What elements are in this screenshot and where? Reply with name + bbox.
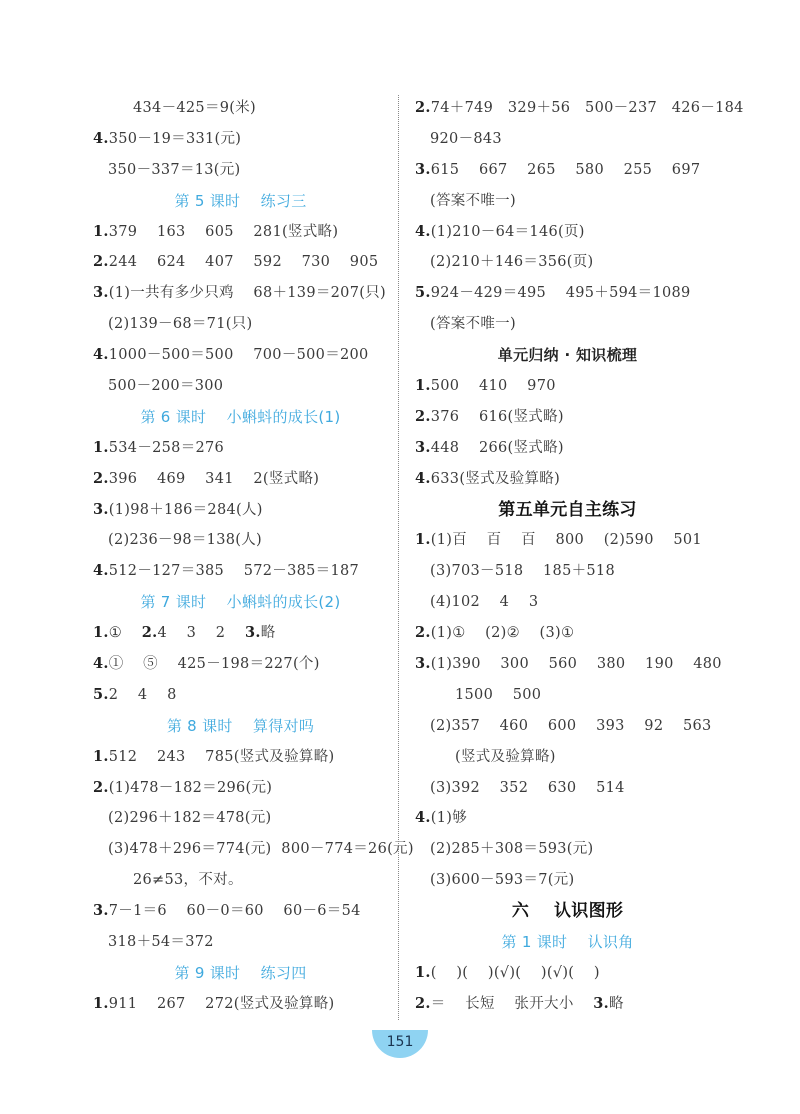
answer-text: ① ⑤ 425－198＝227(个) — [108, 656, 320, 673]
answer-continuation: (2)210＋146＝356(页) — [430, 254, 594, 271]
item-number: 2. — [415, 624, 431, 642]
answer-item — [93, 989, 388, 1020]
answer-item — [415, 278, 720, 309]
answer-text: (1)478－182＝296(元) — [108, 779, 273, 796]
item-number: 3. — [415, 160, 431, 178]
item-number: 4. — [415, 222, 431, 240]
answer-text: 512 243 785(竖式及验算略) — [108, 748, 335, 765]
answer-text: (1)百 百 百 800 (2)590 501 — [430, 532, 702, 549]
answer-item — [93, 495, 388, 526]
answer-item — [93, 124, 388, 155]
item-number: 1. — [93, 994, 109, 1012]
answer-continuation: (2)357 460 600 393 92 563 — [430, 717, 712, 734]
answer-item — [93, 247, 388, 278]
item-number: 1. — [415, 377, 431, 395]
answer-item — [415, 371, 720, 402]
item-number: 3. — [593, 994, 610, 1012]
answer-item — [93, 433, 388, 464]
answer-item — [415, 464, 720, 495]
answer-text: 74＋749 329＋56 500－237 426－184 — [430, 100, 744, 116]
page-number: 151 — [372, 1030, 428, 1058]
answer-item — [93, 618, 388, 649]
answer-text: (1)够 — [430, 810, 467, 827]
answer-continuation: (3)703－518 185＋518 — [430, 563, 615, 580]
answer-item — [93, 340, 388, 371]
answer-continuation: 920－843 — [430, 130, 502, 147]
item-number: 4. — [93, 129, 109, 147]
item-number: 3. — [415, 438, 431, 456]
answer-continuation: 434－425＝9(米) — [133, 100, 256, 116]
answer-item — [415, 217, 720, 248]
answer-item — [93, 556, 388, 587]
item-number: 3. — [93, 500, 109, 518]
answer-continuation: 318＋54＝372 — [108, 934, 214, 951]
item-number: 1. — [93, 624, 109, 642]
item-number: 1. — [93, 747, 109, 765]
section-heading: 第 8 课时 算得对吗 — [166, 716, 315, 735]
section-heading: 第 9 课时 练习四 — [174, 963, 307, 982]
answer-text: 396 469 341 2(竖式略) — [108, 470, 320, 487]
answer-item — [415, 989, 720, 1020]
answer-item — [93, 649, 388, 680]
item-number: 2. — [415, 407, 431, 425]
item-number: 5. — [93, 685, 109, 703]
answer-text: ＝ 长短 张开大小 — [430, 995, 594, 1012]
answer-text: 7－1＝6 60－0＝60 60－6＝54 — [108, 903, 361, 920]
item-number: 2. — [93, 253, 109, 271]
item-number: 1. — [93, 438, 109, 456]
answer-continuation: 1500 500 — [455, 686, 542, 703]
left-column — [93, 93, 414, 1020]
item-number: 2. — [93, 778, 109, 796]
answer-continuation: 26≠53，不对。 — [133, 872, 243, 889]
item-number: 4. — [93, 346, 109, 364]
answer-text: (1)① (2)② (3)① — [430, 625, 575, 642]
item-number: 5. — [415, 284, 431, 302]
section-heading: 第 6 课时 小蝌蚪的成长(1) — [140, 407, 341, 426]
item-number: 1. — [415, 531, 431, 549]
answer-text: 500 410 970 — [430, 378, 556, 395]
answer-continuation: (答案不唯一) — [430, 316, 516, 333]
answer-text: 512－127＝385 572－385＝187 — [108, 563, 360, 580]
answer-text: (1)390 300 560 380 190 480 — [430, 656, 722, 673]
item-number: 4. — [93, 562, 109, 580]
answer-text: 633(竖式及验算略) — [430, 470, 561, 487]
answer-continuation: (2)296＋182＝478(元) — [108, 810, 272, 827]
answer-text: 924－429＝495 495＋594＝1089 — [430, 285, 691, 302]
answer-text: 376 616(竖式略) — [430, 408, 564, 425]
section-heading: 第 5 课时 练习三 — [174, 191, 307, 210]
item-number: 2. — [141, 624, 158, 642]
answer-text: 244 624 407 592 730 905 — [108, 254, 379, 271]
answer-continuation: (2)236－98＝138(人) — [108, 532, 262, 549]
answer-item — [415, 618, 720, 649]
answer-continuation: 350－337＝13(元) — [108, 161, 241, 178]
answer-text: 略 — [609, 995, 624, 1012]
answer-continuation: (2)139－68＝71(只) — [108, 316, 253, 333]
item-number: 2. — [415, 99, 431, 116]
answer-item — [415, 525, 720, 556]
answer-text: 615 667 265 580 255 697 — [430, 161, 701, 178]
answer-text: 379 163 605 281(竖式略) — [108, 223, 339, 240]
answer-item — [415, 803, 720, 834]
item-number: 2. — [415, 994, 431, 1012]
answer-item — [415, 649, 720, 680]
section-heading: 第五单元自主练习 — [498, 499, 637, 520]
section-heading: 第 1 课时 认识角 — [501, 933, 634, 952]
item-number: 3. — [93, 902, 109, 920]
item-number: 3. — [244, 624, 261, 642]
item-number: 2. — [93, 469, 109, 487]
right-column — [415, 93, 744, 1020]
answer-text: 911 267 272(竖式及验算略) — [108, 995, 335, 1012]
answer-item — [93, 278, 388, 309]
answer-continuation: (3)600－593＝7(元) — [430, 872, 575, 889]
answer-item — [415, 958, 720, 989]
answer-text: ( )( )(√)( )(√)( ) — [430, 964, 600, 981]
section-heading: 六 认识图形 — [511, 901, 624, 922]
answer-text: 1000－500＝500 700－500＝200 — [108, 347, 369, 364]
answer-text: (1)210－64＝146(页) — [430, 223, 585, 240]
answer-continuation: (3)478＋296＝774(元) 800－774＝26(元) — [108, 841, 414, 858]
answer-text: (1)98＋186＝284(人) — [108, 501, 263, 518]
answer-text: 4 3 2 — [157, 625, 245, 642]
answer-item — [93, 464, 388, 495]
item-number: 3. — [415, 655, 431, 673]
item-number: 3. — [93, 284, 109, 302]
answer-text: ① — [108, 625, 142, 642]
answer-item — [93, 896, 388, 927]
answer-item — [93, 742, 388, 773]
answer-continuation: (4)102 4 3 — [430, 594, 539, 611]
answer-item — [93, 773, 388, 804]
answer-item — [415, 433, 720, 464]
answer-text: 448 266(竖式略) — [430, 439, 564, 456]
column-divider — [398, 95, 399, 1020]
item-number: 1. — [93, 222, 109, 240]
section-heading: 单元归纳 · 知识梳理 — [497, 346, 638, 365]
answer-continuation: 500－200＝300 — [108, 378, 224, 395]
answer-item — [93, 217, 388, 248]
section-heading: 第 7 课时 小蝌蚪的成长(2) — [140, 593, 341, 612]
answer-item — [415, 402, 720, 433]
answer-item — [415, 93, 744, 124]
answer-item — [415, 155, 720, 186]
item-number: 4. — [415, 469, 431, 487]
answer-text: 2 4 8 — [108, 686, 177, 703]
item-number: 4. — [93, 655, 109, 673]
answer-text: (1)一共有多少只鸡 68＋139＝207(只) — [108, 285, 386, 302]
item-number: 4. — [415, 809, 431, 827]
answer-continuation: (2)285＋308＝593(元) — [430, 841, 594, 858]
answer-item — [93, 680, 388, 711]
answer-continuation: (答案不唯一) — [430, 192, 516, 209]
answer-continuation: (3)392 352 630 514 — [430, 779, 625, 796]
answer-text: 略 — [260, 625, 276, 642]
answer-continuation: (竖式及验算略) — [455, 748, 556, 765]
answer-text: 350－19＝331(元) — [108, 130, 242, 147]
answer-text: 534－258＝276 — [108, 439, 225, 456]
item-number: 1. — [415, 963, 431, 981]
